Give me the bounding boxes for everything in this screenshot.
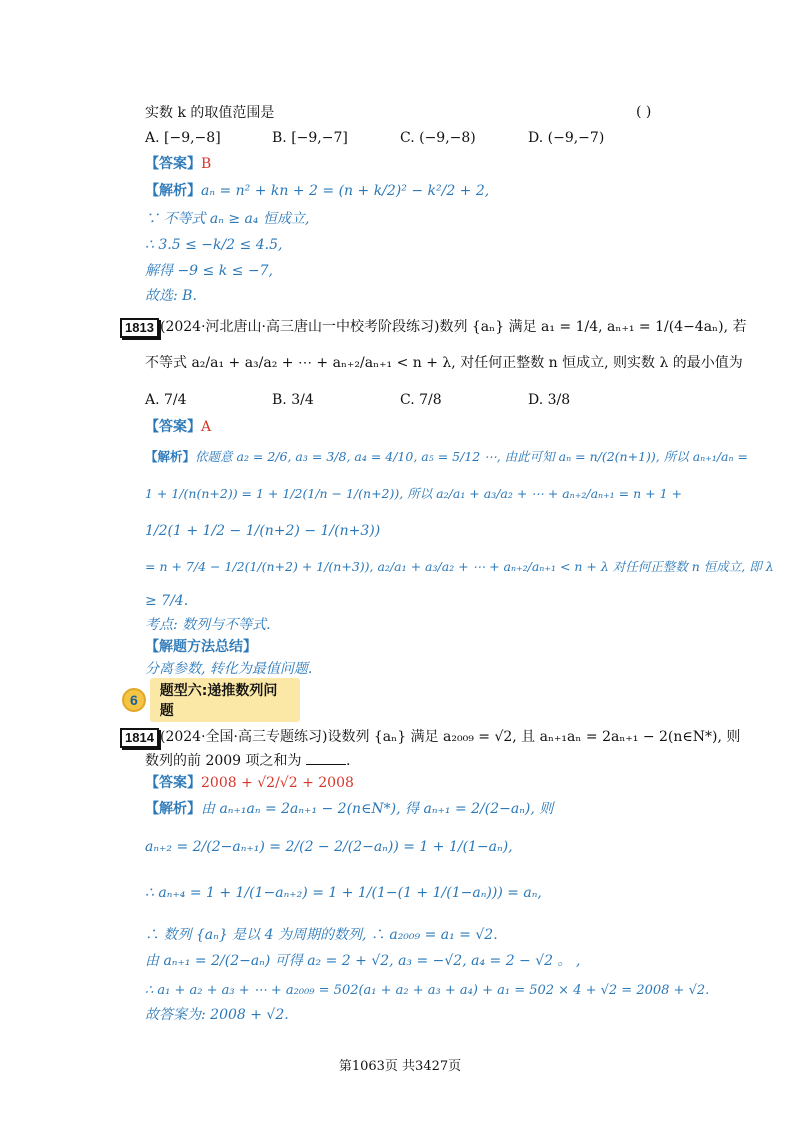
answer-tag: 【答案】	[145, 156, 201, 172]
q1812-analysis-line-1: 【解析】aₙ = n² + kn + 2 = (n + k/2)² − k²/2 + 2,	[145, 183, 490, 199]
q1812-answer-paren: ( )	[636, 104, 652, 120]
q1814-answer: 2008 + √2/√2 + 2008	[201, 775, 354, 791]
q1814-analysis-line-4: ∴ 数列 {aₙ} 是以 4 为周期的数列, ∴ a₂₀₀₉ = a₁ = √2.	[145, 927, 498, 943]
q1813-option-b: B. 3/4	[272, 392, 314, 408]
q1813-analysis-line-2: 1 + 1/(n(n+2)) = 1 + 1/2(1/n − 1/(n+2)), 所以 a₂/a₁ + a₃/a₂ + ⋯ + aₙ₊₂/aₙ₊₁ = n + 1 +	[145, 486, 682, 501]
answer-tag: 【答案】	[145, 419, 201, 435]
analysis-tag: 【解析】	[145, 449, 196, 464]
section-title: 题型六:递推数列问题	[150, 678, 300, 722]
q1813-analysis-line-5: ≥ 7/4.	[145, 593, 189, 609]
section-number-badge: 6	[122, 688, 146, 712]
q1812-option-a: A. [−9,−8]	[145, 130, 221, 146]
q1813-answer: A	[201, 419, 212, 435]
q1812-option-d: D. (−9,−7)	[528, 130, 605, 146]
q1814-analysis-line-5: 由 aₙ₊₁ = 2/(2−aₙ) 可得 a₂ = 2 + √2, a₃ = −√2, a₄ = 2 − √2 。 ,	[145, 953, 581, 969]
q1813-analysis-line-6: 考点: 数列与不等式.	[145, 617, 271, 633]
q1814-analysis-line-7: 故答案为: 2008 + √2.	[145, 1007, 289, 1023]
q1812-analysis-line-5: 故选: B.	[145, 288, 197, 304]
q1814-analysis-line-6: ∴ a₁ + a₂ + a₃ + ⋯ + a₂₀₀₉ = 502(a₁ + a₂ + a₃ + a₄) + a₁ = 502 × 4 + √2 = 2008 + √2.	[145, 983, 710, 998]
q1814-stem-1: (2024·全国·高三专题练习)设数列 {aₙ} 满足 a₂₀₀₉ = √2, 且 aₙ₊₁aₙ = 2aₙ₊₁ − 2(n∈N*), 则	[160, 729, 741, 745]
q1814-analysis-line-2: aₙ₊₂ = 2/(2−aₙ₊₁) = 2/(2 − 2/(2−aₙ)) = 1 + 1/(1−aₙ),	[145, 839, 513, 855]
analysis-tag: 【解析】	[145, 183, 201, 199]
q1813-option-a: A. 7/4	[145, 392, 187, 408]
q1812-analysis-line-2: ∵ 不等式 aₙ ≥ a₄ 恒成立,	[145, 211, 310, 227]
q1812-option-b: B. [−9,−7]	[272, 130, 348, 146]
section-header	[122, 683, 300, 719]
q1814-analysis-line-1: 【解析】由 aₙ₊₁aₙ = 2aₙ₊₁ − 2(n∈N*), 得 aₙ₊₁ = 2/(2−aₙ), 则	[145, 801, 554, 817]
answer-tag: 【答案】	[145, 775, 201, 791]
q1812-analysis-line-4: 解得 −9 ≤ k ≤ −7,	[145, 263, 273, 279]
q1812-option-c: C. (−9,−8)	[400, 130, 476, 146]
q1812-stem-tail: 实数 k 的取值范围是	[145, 105, 275, 121]
q1813-stem-2: 不等式 a₂/a₁ + a₃/a₂ + ⋯ + aₙ₊₂/aₙ₊₁ < n + λ, 对任何正整数 n 恒成立, 则实数 λ 的最小值为	[145, 355, 743, 371]
q1814-analysis-line-3: ∴ aₙ₊₄ = 1 + 1/(1−aₙ₊₂) = 1 + 1/(1−(1 + 1/(1−aₙ))) = aₙ,	[145, 885, 542, 901]
q1812-answer: B	[201, 156, 212, 172]
q1813-stem-1: (2024·河北唐山·高三唐山一中校考阶段练习)数列 {aₙ} 满足 a₁ = 1/4, aₙ₊₁ = 1/(4−4aₙ), 若	[160, 319, 747, 335]
page-footer: 第1063页 共3427页	[338, 1059, 462, 1074]
q1813-option-c: C. 7/8	[400, 392, 442, 408]
q1813-answer-row	[145, 418, 211, 436]
q1813-method-text: 分离参数, 转化为最值问题.	[145, 661, 313, 677]
q1814-stem-2: 数列的前 2009 项之和为 .	[145, 753, 351, 769]
q1813-analysis-line-1: 【解析】依题意 a₂ = 2/6, a₃ = 3/8, a₄ = 4/10, a₅ = 5/12 ⋯, 由此可知 aₙ = n/(2(n+1)), 所以 aₙ₊₁/aₙ =	[145, 449, 748, 464]
q1813-option-d: D. 3/8	[528, 392, 571, 408]
answer-blank	[306, 752, 346, 765]
q1813-analysis-line-3: 1/2(1 + 1/2 − 1/(n+2) − 1/(n+3))	[145, 523, 381, 539]
q1812-answer-row	[145, 155, 211, 173]
q1812-analysis-line-3: ∴ 3.5 ≤ −k/2 ≤ 4.5,	[145, 237, 283, 253]
q1814-answer-row	[145, 774, 354, 792]
q1813-analysis-line-4: = n + 7/4 − 1/2(1/(n+2) + 1/(n+3)), a₂/a₁ + a₃/a₂ + ⋯ + aₙ₊₂/aₙ₊₁ < n + λ 对任何正整数 n 恒成立, 即 λ	[145, 559, 774, 574]
q1813-method-tag: 【解题方法总结】	[145, 639, 257, 655]
q1814-number-badge: 1814	[120, 728, 159, 748]
analysis-tag: 【解析】	[145, 801, 201, 817]
q1813-number-badge: 1813	[120, 318, 159, 338]
